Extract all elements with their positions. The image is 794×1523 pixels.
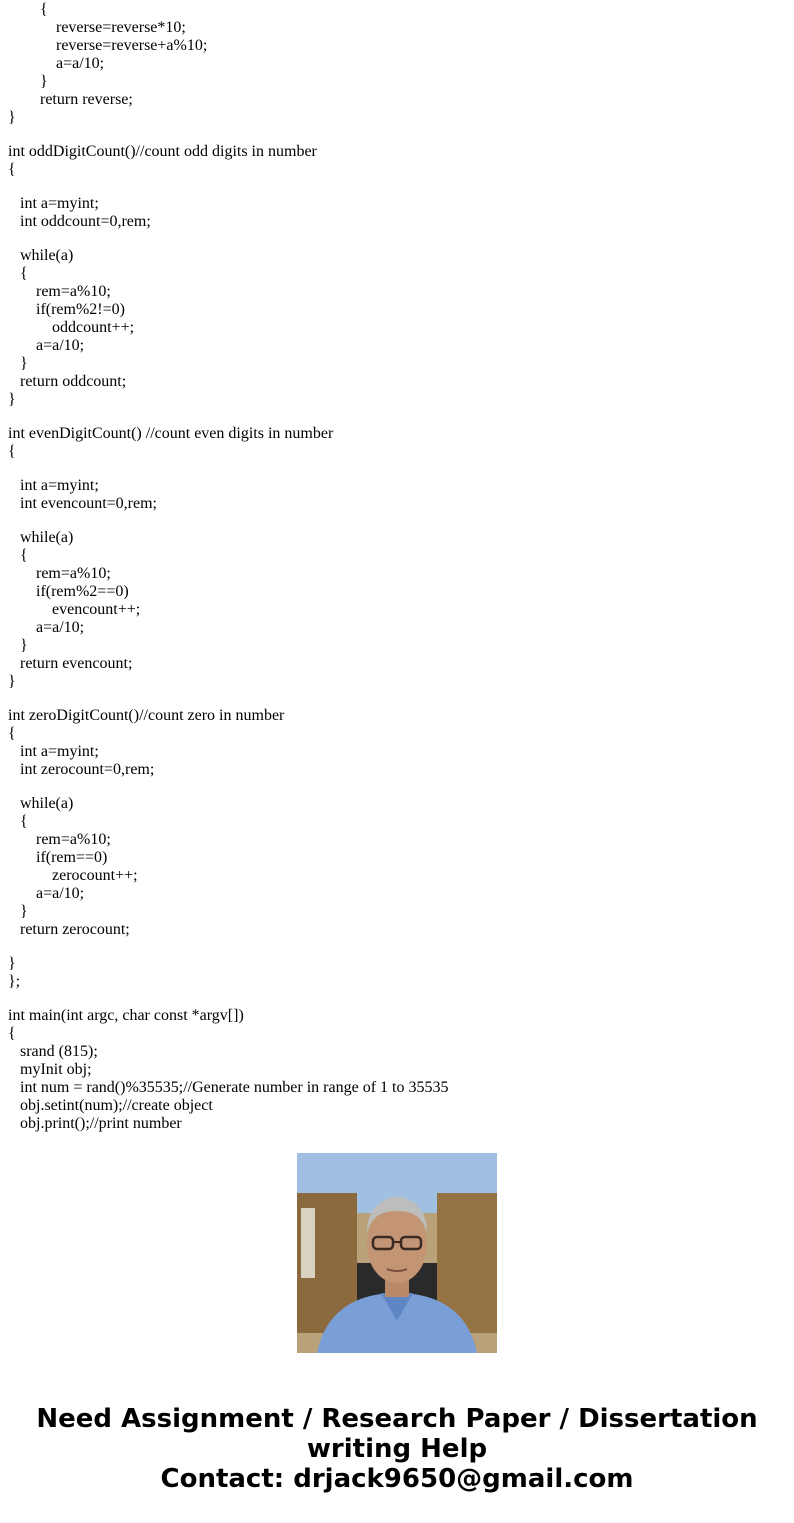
code-line: if(rem==0)	[8, 849, 108, 866]
code-line: {	[8, 443, 16, 460]
code-line: oddcount++;	[8, 319, 135, 336]
avatar	[297, 1153, 497, 1353]
code-line	[8, 939, 448, 955]
code-line	[8, 461, 448, 477]
code-line: a=a/10;	[8, 337, 85, 354]
code-line: return reverse;	[8, 91, 133, 108]
code-line: if(rem%2==0)	[8, 583, 129, 600]
code-line: int evencount=0,rem;	[8, 495, 157, 512]
code-line: a=a/10;	[8, 619, 85, 636]
code-line: while(a)	[8, 247, 74, 264]
code-line: {	[8, 1, 48, 18]
footer-contact-banner	[0, 1404, 794, 1494]
code-line: return zerocount;	[8, 921, 130, 938]
footer-line-1: Need Assignment / Research Paper / Dissertation	[36, 1404, 758, 1434]
code-line: }	[8, 73, 48, 90]
code-line: }	[8, 637, 28, 654]
code-line: {	[8, 725, 16, 742]
code-line	[8, 991, 448, 1007]
code-line	[8, 779, 448, 795]
code-line: }	[8, 673, 16, 690]
code-line: int num = rand()%35535;//Generate number in range of 1 to 35535	[8, 1079, 449, 1096]
code-line: int zerocount=0,rem;	[8, 761, 155, 778]
code-line: {	[8, 161, 16, 178]
code-line: int oddcount=0,rem;	[8, 213, 151, 230]
code-line	[8, 231, 448, 247]
code-line: while(a)	[8, 529, 74, 546]
code-line: {	[8, 265, 28, 282]
code-listing	[8, 0, 448, 1133]
code-line: a=a/10;	[8, 55, 105, 72]
code-line: obj.setint(num);//create object	[8, 1097, 213, 1114]
code-line: }	[8, 109, 16, 126]
code-line: int a=myint;	[8, 477, 99, 494]
code-line	[8, 409, 448, 425]
code-line	[8, 179, 448, 195]
code-line: srand (815);	[8, 1043, 98, 1060]
footer-contact-email: Contact: drjack9650@gmail.com	[160, 1464, 634, 1494]
code-line: rem=a%10;	[8, 831, 111, 848]
code-line: }	[8, 391, 16, 408]
code-line: int main(int argc, char const *argv[])	[8, 1007, 244, 1024]
code-line: int zeroDigitCount()//count zero in number	[8, 707, 285, 724]
code-line: }	[8, 903, 28, 920]
code-line: int evenDigitCount() //count even digits in number	[8, 425, 334, 442]
code-line: }	[8, 955, 16, 972]
code-line: {	[8, 813, 28, 830]
code-line: myInit obj;	[8, 1061, 92, 1078]
code-line: return oddcount;	[8, 373, 127, 390]
code-line	[8, 691, 448, 707]
code-line: if(rem%2!=0)	[8, 301, 125, 318]
code-line: while(a)	[8, 795, 74, 812]
code-line	[8, 513, 448, 529]
code-line: int a=myint;	[8, 743, 99, 760]
code-line: rem=a%10;	[8, 283, 111, 300]
code-line: reverse=reverse+a%10;	[8, 37, 208, 54]
code-line: evencount++;	[8, 601, 141, 618]
code-line: return evencount;	[8, 655, 133, 672]
footer-line-2: writing Help	[306, 1434, 488, 1464]
code-line: };	[8, 973, 21, 990]
code-line: int a=myint;	[8, 195, 99, 212]
code-line	[8, 127, 448, 143]
code-line: {	[8, 547, 28, 564]
code-line: rem=a%10;	[8, 565, 111, 582]
code-line: obj.print();//print number	[8, 1115, 182, 1132]
person-portrait-icon	[297, 1153, 497, 1353]
code-line: int oddDigitCount()//count odd digits in number	[8, 143, 317, 160]
code-line: }	[8, 355, 28, 372]
code-line: reverse=reverse*10;	[8, 19, 186, 36]
code-line: a=a/10;	[8, 885, 85, 902]
code-line: zerocount++;	[8, 867, 138, 884]
code-line: {	[8, 1025, 16, 1042]
